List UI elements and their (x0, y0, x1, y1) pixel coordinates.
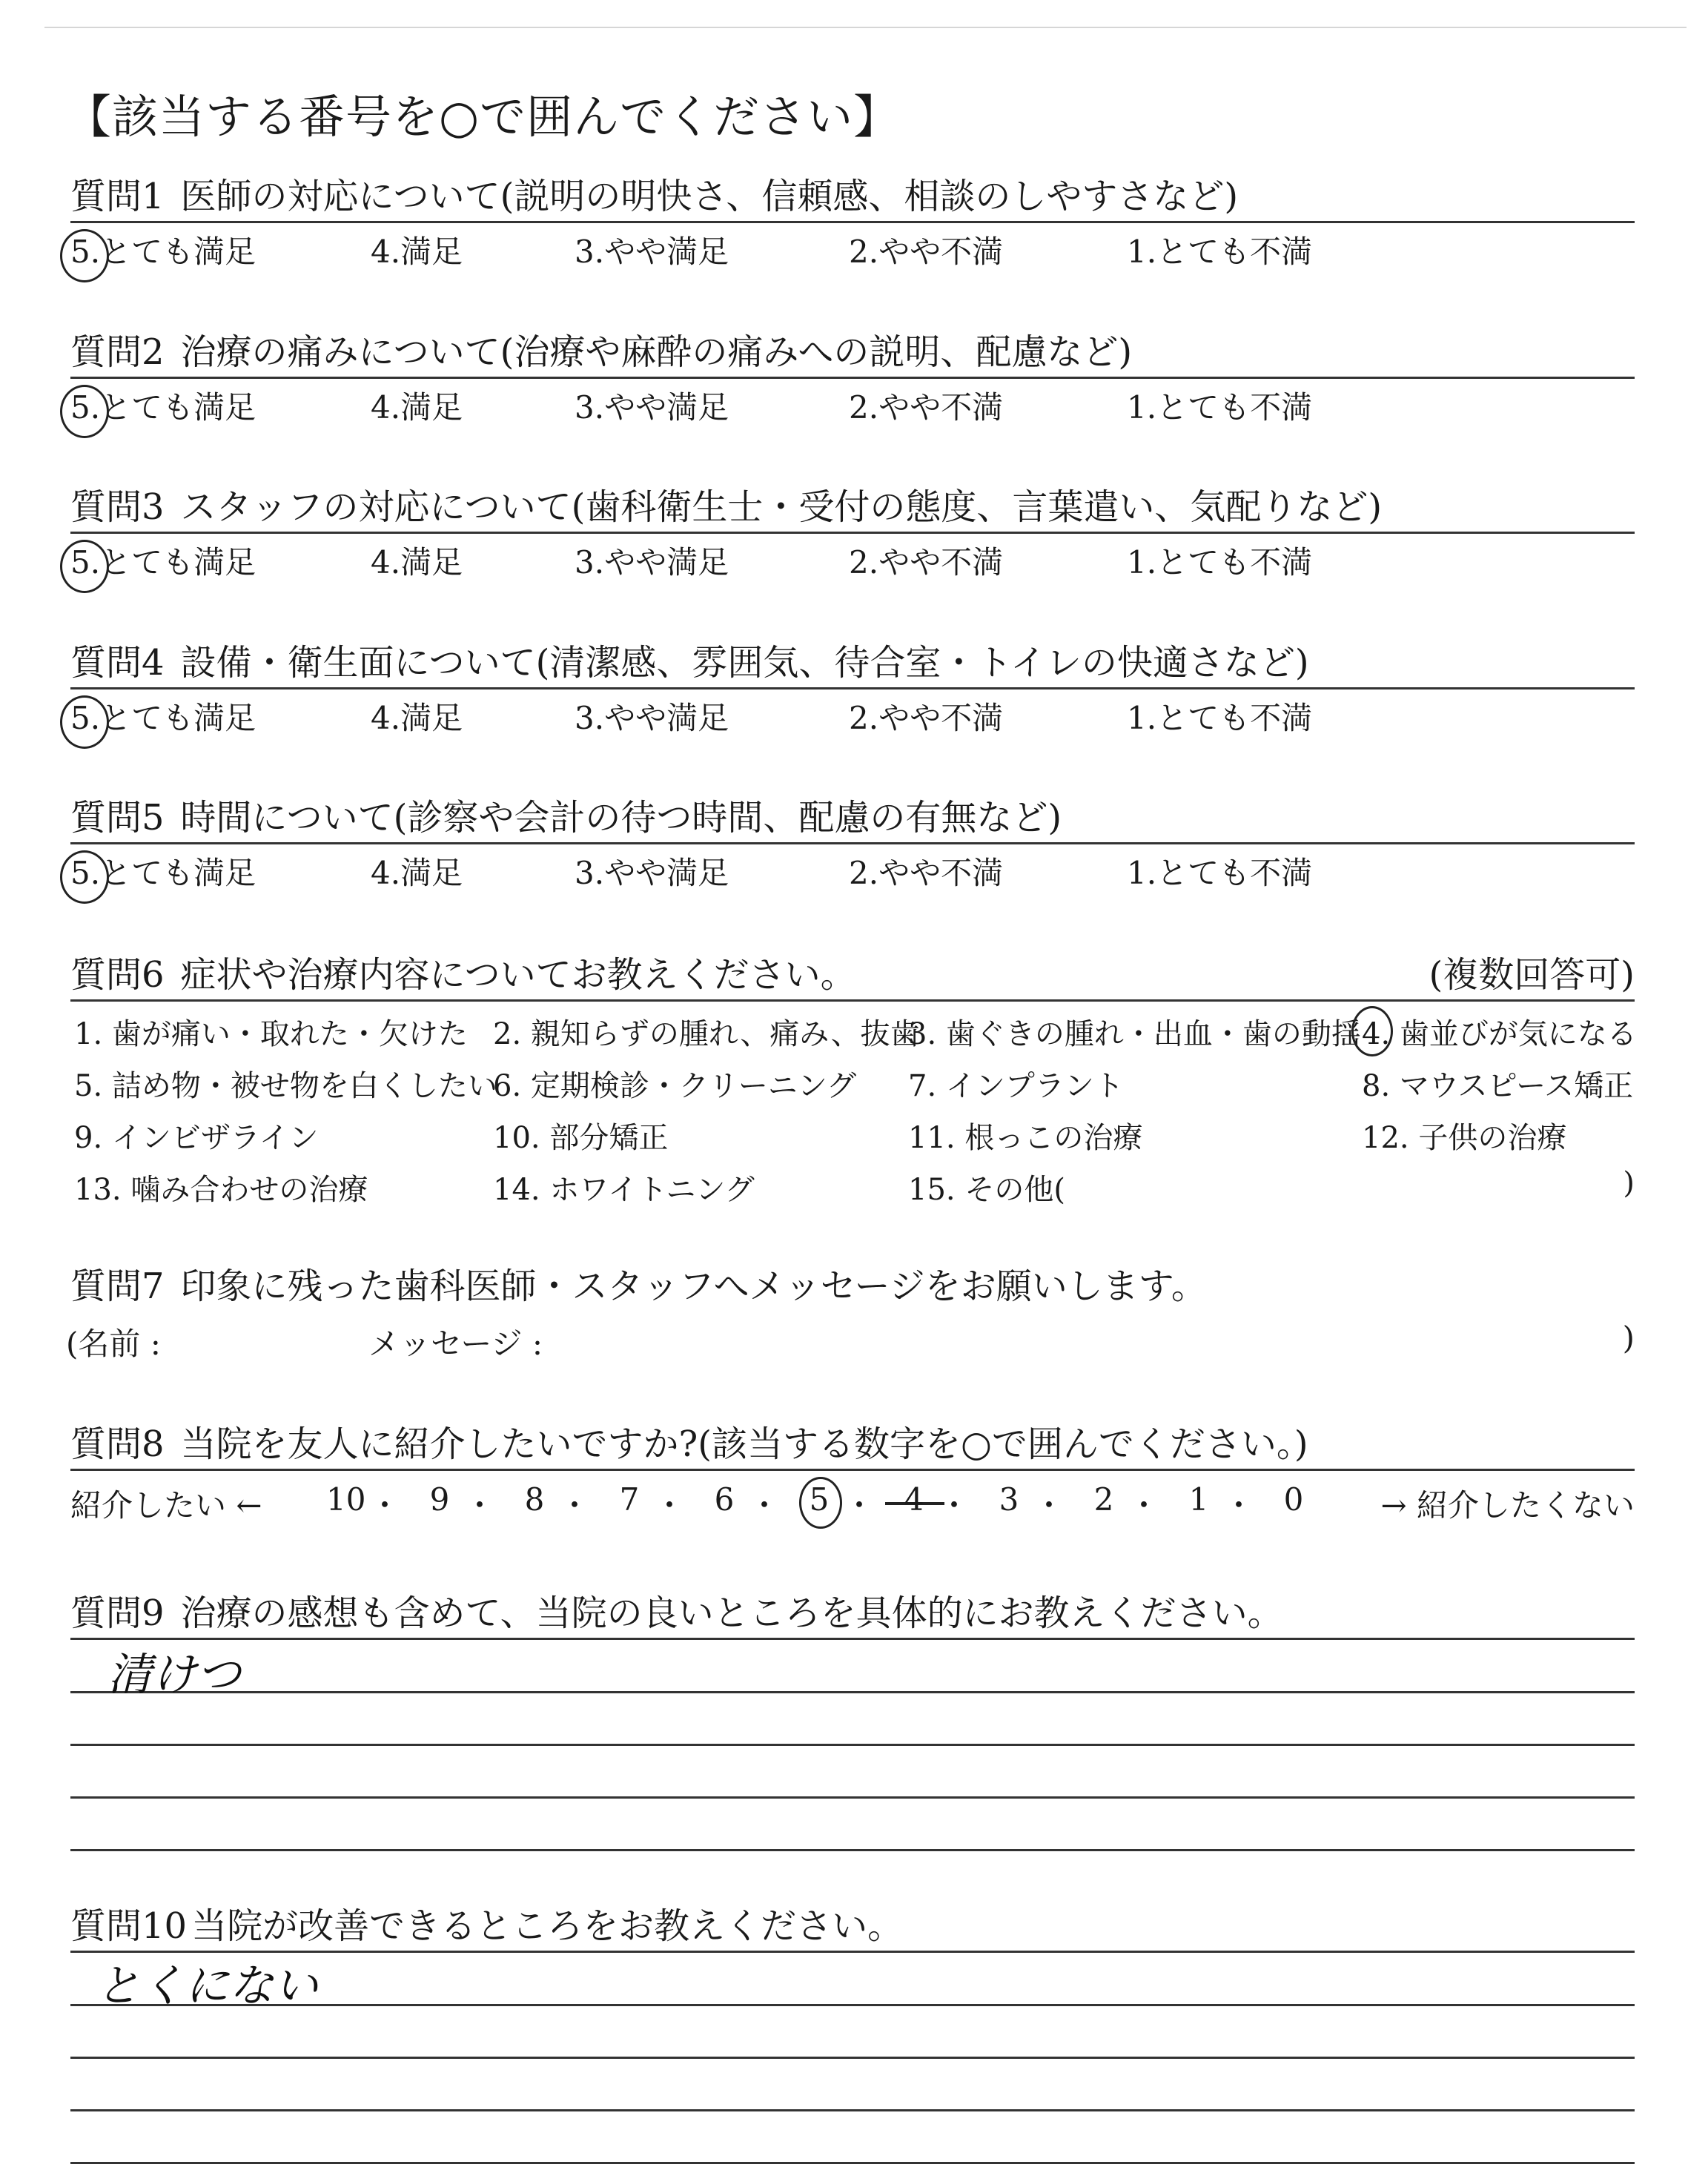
question-label: 質問2 (70, 331, 165, 373)
answer-line (70, 2057, 1635, 2059)
option-number: 3. (575, 544, 605, 581)
symptom-option[interactable]: 8. マウスピース矯正 (1362, 1069, 1634, 1103)
answer-line (70, 1638, 1635, 1640)
option-text: やや不満 (878, 700, 1004, 736)
rating-option-1[interactable] (1127, 228, 1312, 272)
option-text: 満足 (400, 544, 463, 581)
close-paren: ) (1623, 1166, 1635, 1200)
rating-option-3[interactable] (575, 383, 729, 428)
rating-option-5[interactable] (70, 849, 256, 893)
question-text: スタッフの対応について(歯科衛生士・受付の態度、言葉遣い、気配りなど) (180, 486, 1383, 528)
symptom-option[interactable]: 2. 親知らずの腫れ、痛み、抜歯 (493, 1017, 920, 1051)
option-text: とても不満 (1156, 234, 1313, 270)
symptom-option[interactable]: 13. 噛み合わせの治療 (74, 1173, 368, 1207)
option-number: 4. (371, 544, 401, 581)
option-text: 満足 (400, 389, 463, 426)
symptom-option[interactable]: 3. 歯ぐきの腫れ・出血・歯の動揺 (908, 1017, 1361, 1051)
scale-separator: ・ (1033, 1487, 1065, 1524)
rating-option-3[interactable] (575, 538, 729, 583)
option-number: 2. (849, 234, 879, 270)
question-9 (70, 1589, 1635, 1919)
answer-line (70, 2162, 1635, 2164)
rating-option-2[interactable] (849, 849, 1003, 893)
question-text: 設備・衛生面について(清潔感、雰囲気、待合室・トイレの快適さなど) (180, 642, 1309, 684)
circled-option-number: 5. (70, 700, 101, 736)
scale-number[interactable]: 8 (524, 1481, 545, 1518)
question-text: 医師の対応について(説明の明快さ、信頼感、相談のしやすさなど) (180, 176, 1239, 217)
scale-separator: ・ (464, 1487, 496, 1524)
circled-option-number: 5. (70, 544, 101, 581)
option-number: 2. (849, 389, 879, 426)
option-number: 2. (849, 855, 879, 891)
symptom-option[interactable]: 5. 詰め物・被せ物を白くしたい (74, 1069, 497, 1103)
rating-option-4[interactable] (371, 694, 463, 738)
rating-option-4[interactable] (371, 383, 463, 428)
rating-option-4[interactable] (371, 538, 463, 583)
answer-line (70, 2109, 1635, 2111)
question-rule (70, 1469, 1635, 1471)
rating-option-2[interactable] (849, 538, 1003, 583)
top-border (44, 27, 1687, 28)
option-text: やや不満 (878, 389, 1004, 426)
option-number: 4. (371, 234, 401, 270)
scale-number-crossed-out[interactable]: 4 (904, 1481, 924, 1518)
recommend-scale (70, 1477, 1635, 1536)
option-text: やや満足 (604, 700, 729, 736)
rating-option-4[interactable] (371, 849, 463, 893)
option-number: 2. (849, 700, 879, 736)
symptom-option[interactable]: 11. 根っこの治療 (908, 1121, 1143, 1155)
scale-number[interactable]: 10 (326, 1481, 366, 1518)
answer-line (70, 1691, 1635, 1693)
option-text: とても満足 (100, 544, 256, 581)
option-number: 1. (1127, 544, 1157, 581)
option-text: とても満足 (100, 389, 256, 426)
option-text: やや満足 (604, 389, 729, 426)
scale-number[interactable]: 1 (1188, 1481, 1209, 1518)
scale-separator: ・ (1128, 1487, 1160, 1524)
option-number: 3. (575, 855, 605, 891)
symptom-option-selected[interactable]: 4. 歯並びが気になる (1362, 1017, 1637, 1051)
rating-option-3[interactable] (575, 849, 729, 893)
option-text: とても不満 (1156, 700, 1313, 736)
question-label: 質問1 (70, 176, 165, 217)
question-text: 症状や治療内容についてお教えください。 (180, 954, 856, 996)
answer-line (70, 1796, 1635, 1799)
rating-option-2[interactable] (849, 228, 1003, 272)
symptom-option[interactable]: 15. その他( (908, 1173, 1065, 1207)
question-5 (70, 793, 1635, 892)
option-text: とても満足 (100, 700, 256, 736)
rating-option-4[interactable] (371, 228, 463, 272)
rating-option-5[interactable] (70, 694, 256, 738)
question-label: 質問5 (70, 797, 165, 839)
question-label: 質問8 (70, 1423, 165, 1465)
rating-option-5[interactable] (70, 538, 256, 583)
symptom-option[interactable]: 7. インプラント (908, 1069, 1124, 1103)
question-label: 質問3 (70, 486, 165, 528)
option-text: 満足 (400, 700, 463, 736)
option-number: 1. (1127, 389, 1157, 426)
handwritten-answer: とくにない (96, 1960, 318, 2012)
message-label: メッセージ : (368, 1326, 543, 1362)
symptom-option[interactable]: 14. ホワイトニング (493, 1173, 755, 1207)
rating-options (70, 844, 1635, 892)
scale-separator: ・ (369, 1487, 401, 1524)
rating-option-1[interactable] (1127, 849, 1312, 893)
option-number: 4. (371, 389, 401, 426)
close-paren: ) (1622, 1320, 1635, 1356)
circled-option-number: 5. (70, 855, 101, 891)
question-text: 印象に残った歯科医師・スタッフへメッセージをお願いします。 (180, 1266, 1207, 1307)
option-number: 2. (849, 544, 879, 581)
scale-number[interactable]: 9 (429, 1481, 450, 1518)
option-number: 1. (1127, 700, 1157, 736)
circled-option-number: 5. (70, 389, 101, 426)
question-label: 質問7 (70, 1266, 165, 1307)
option-text: とても満足 (100, 234, 256, 270)
question-3 (70, 483, 1635, 581)
question-10 (70, 1902, 1635, 2173)
scale-separator: ・ (559, 1487, 591, 1524)
question-2 (70, 328, 1635, 426)
symptom-options (70, 1011, 1635, 1233)
question-8 (70, 1420, 1635, 1536)
rating-option-1[interactable] (1127, 694, 1312, 738)
rating-option-5[interactable] (70, 228, 256, 272)
question-text: 治療の痛みについて(治療や麻酔の痛みへの説明、配慮など) (180, 331, 1133, 373)
question-7 (66, 1262, 1635, 1369)
option-number: 4. (371, 700, 401, 736)
option-number: 3. (575, 389, 605, 426)
question-text: 当院を友人に紹介したいですか?(該当する数字を○で囲んでください。) (180, 1423, 1308, 1465)
rating-option-3[interactable] (575, 694, 729, 738)
page-title: 【該当する番号を○で囲んでください】 (65, 90, 901, 144)
scale-separator: ・ (939, 1487, 970, 1524)
scale-number[interactable]: 3 (999, 1481, 1019, 1518)
rating-option-1[interactable] (1127, 538, 1312, 583)
option-text: やや不満 (878, 855, 1004, 891)
question-text: 時間について(診察や会計の待つ時間、配慮の有無など) (180, 797, 1062, 839)
scale-right-label: → 紹介したくない (1380, 1487, 1635, 1524)
scale-number[interactable]: 0 (1283, 1481, 1304, 1518)
option-text: 満足 (400, 855, 463, 891)
option-text: やや満足 (604, 855, 729, 891)
rating-option-2[interactable] (849, 694, 1003, 738)
option-number: 3. (575, 700, 605, 736)
question-4 (70, 638, 1635, 737)
option-text: やや満足 (604, 544, 729, 581)
symptom-option[interactable]: 1. 歯が痛い・取れた・欠けた (74, 1017, 468, 1051)
scale-left-label: 紹介したい ← (70, 1487, 262, 1524)
question-text: 当院が改善できるところをお教えください。 (191, 1905, 904, 1947)
option-number: 3. (575, 234, 605, 270)
multiple-answers-note: (複数回答可) (1429, 954, 1635, 996)
answer-line (70, 1744, 1635, 1746)
scale-number[interactable]: 6 (714, 1481, 735, 1518)
symptom-option[interactable]: 6. 定期検診・クリーニング (493, 1069, 857, 1103)
option-text: やや満足 (604, 234, 729, 270)
rating-options (70, 689, 1635, 737)
rating-options (70, 379, 1635, 426)
option-text: とても不満 (1156, 389, 1313, 426)
option-text: とても不満 (1156, 544, 1313, 581)
question-text: 治療の感想も含めて、当院の良いところを具体的にお教えください。 (180, 1592, 1283, 1634)
name-label: (名前 : (66, 1326, 161, 1362)
option-text: やや不満 (878, 544, 1004, 581)
scale-separator: ・ (654, 1487, 686, 1524)
rating-option-1[interactable] (1127, 383, 1312, 428)
rating-option-2[interactable] (849, 383, 1003, 428)
option-number: 4. (371, 855, 401, 891)
option-text: とても満足 (100, 855, 256, 891)
question-1 (70, 172, 1635, 271)
rating-option-3[interactable] (575, 228, 729, 272)
rating-options (70, 223, 1635, 271)
answer-lines[interactable] (70, 1951, 1635, 2173)
question-rule (70, 999, 1635, 1002)
option-text: とても不満 (1156, 855, 1313, 891)
question-label: 質問4 (70, 642, 165, 684)
option-text: 満足 (400, 234, 463, 270)
option-text: やや不満 (878, 234, 1004, 270)
circled-option-number: 5. (70, 234, 101, 270)
symptom-option[interactable]: 10. 部分矯正 (493, 1121, 669, 1155)
scale-number[interactable]: 2 (1093, 1481, 1114, 1518)
question-label: 質問10 (70, 1905, 188, 1947)
scale-number-selected[interactable]: 5 (809, 1481, 830, 1518)
question-label: 質問9 (70, 1592, 165, 1634)
scale-separator: ・ (844, 1487, 875, 1524)
rating-option-5[interactable] (70, 383, 256, 428)
question-6 (70, 950, 1635, 1233)
rating-options (70, 534, 1635, 581)
scale-separator: ・ (749, 1487, 781, 1524)
symptom-option[interactable]: 12. 子供の治療 (1362, 1121, 1567, 1155)
symptom-option[interactable]: 9. インビザライン (74, 1121, 319, 1155)
question-label: 質問6 (70, 954, 165, 996)
scale-number[interactable]: 7 (619, 1481, 640, 1518)
option-number: 1. (1127, 234, 1157, 270)
option-number: 1. (1127, 855, 1157, 891)
scale-separator: ・ (1223, 1487, 1255, 1524)
handwritten-answer: 清けつ (107, 1649, 241, 1701)
message-field[interactable] (66, 1317, 1635, 1369)
answer-lines[interactable] (70, 1638, 1635, 1919)
answer-line (70, 1849, 1635, 1851)
